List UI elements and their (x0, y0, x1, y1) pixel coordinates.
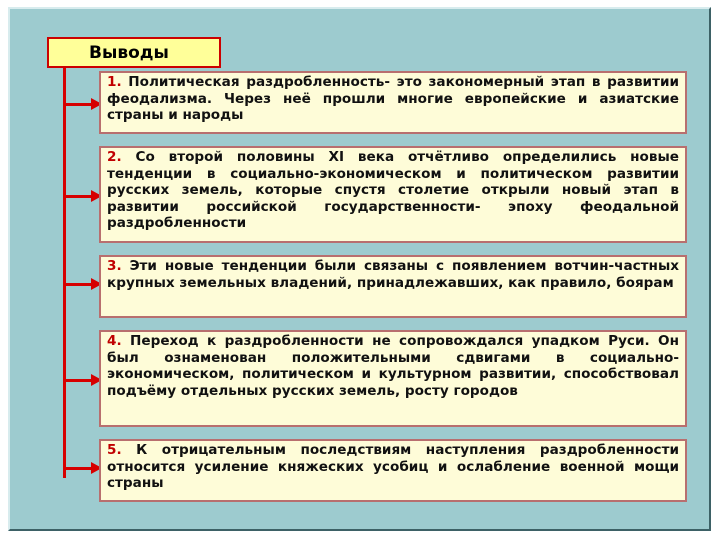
conclusion-box-4 (99, 330, 687, 427)
connector-vertical-line (63, 68, 66, 478)
item-number: 3. (107, 258, 122, 274)
item-number: 1. (107, 74, 122, 90)
connector-arrow-5 (63, 467, 93, 470)
connector-arrow-2 (63, 195, 93, 198)
connector-arrow-4 (63, 379, 93, 382)
item-number: 5. (107, 442, 122, 458)
conclusion-box-2 (99, 146, 687, 243)
connector-arrow-1 (63, 103, 93, 106)
slide-background (8, 7, 711, 531)
item-text: Со второй половины XI века отчётливо определились новые тенденции в социально-экономическом и политическом развитии русских земель, которые спустя столетие открыли новый этап в развитии российской государственности- эпоху феодальной раздробленности (107, 149, 680, 232)
conclusion-box-3 (99, 255, 687, 318)
title-box (47, 37, 221, 68)
slide-title: Выводы (89, 42, 169, 63)
connector-arrow-3 (63, 283, 93, 286)
item-text: Эти новые тенденции были связаны с появлением вотчин-частных крупных земельных владений, принадлежавших, как правило, боярам (107, 258, 680, 291)
item-text: К отрицательным последствиям наступления раздробленности относится усиление княжеских усобиц и ослабление военной мощи страны (107, 442, 679, 492)
conclusion-box-1 (99, 71, 687, 134)
item-text: Политическая раздробленность- это закономерный этап в развитии феодализма. Через неё прошли многие европейские и азиатские страны и народы (107, 74, 679, 124)
item-text: Переход к раздробленности не сопровождался упадком Руси. Он был ознаменован положительными сдвигами в социально-экономическом, политическом и культурном развитии, способствовал подъёму отдельных русских земель, росту городов (107, 333, 679, 399)
item-number: 4. (107, 333, 122, 349)
conclusion-box-5 (99, 439, 687, 502)
item-number: 2. (107, 149, 122, 165)
